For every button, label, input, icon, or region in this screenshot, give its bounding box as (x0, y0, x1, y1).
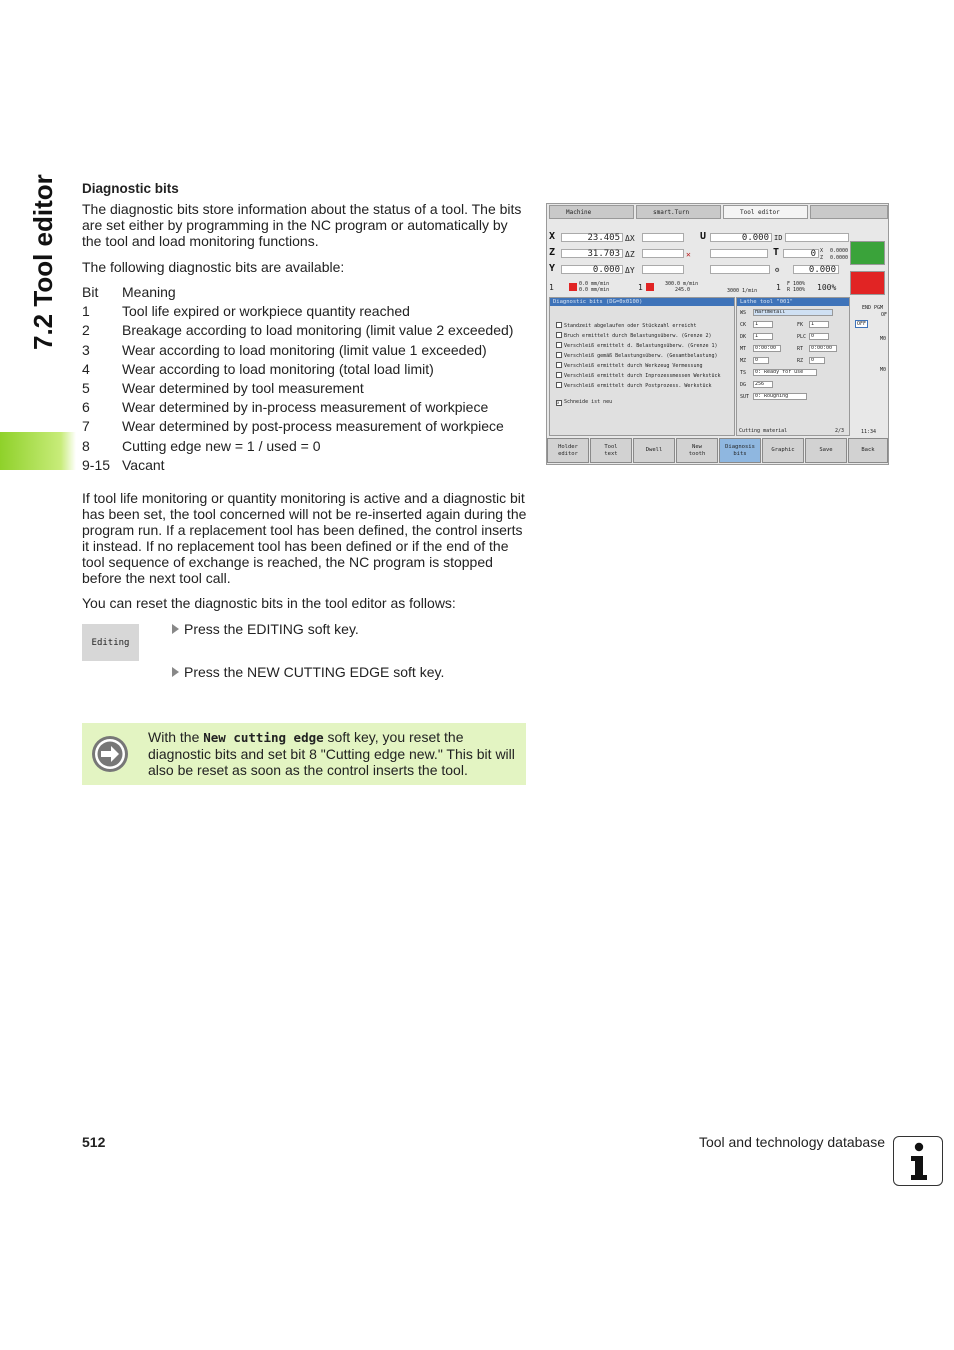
lathe-tool-panel (736, 297, 850, 436)
tab-label: smart.Turn (653, 209, 690, 216)
softkey-label: Graphic (771, 447, 795, 453)
header-bit: Bit (82, 284, 99, 300)
bit-number: 4 (82, 360, 90, 377)
r-override: R 100% (787, 287, 806, 293)
table-row (82, 342, 532, 361)
tab-label: Machine (566, 209, 592, 216)
rt-label: RT (797, 346, 804, 352)
monitoring-paragraph: If tool life monitoring or quantity monitoring is active and a diagnostic bit has been set, the tool concerned will not be re-inserted again during the program run. If a replacement tool has been defined, the control inserts it instead. If no replacement tool has been defined or if the end of the tool sequence of exchange is reached, the NC program is stopped before the next tool call. (82, 490, 527, 586)
section-heading: Diagnostic bits (82, 181, 179, 196)
softkey-label: New tooth (688, 443, 706, 457)
bit-meaning: Wear determined by tool measurement (122, 379, 364, 396)
bit-number: 8 (82, 437, 90, 454)
step-editing (172, 621, 359, 637)
bit-meaning: Wear determined by post-process measurement of workpiece (122, 418, 504, 435)
checkbox-label: Verschleiß gemäß Belastungsüberw. (Gesamtbelastung) (564, 353, 718, 359)
axis-z-value: 31.703 (561, 249, 623, 258)
stop-icon (569, 283, 577, 291)
softkey-label: Holder editor (558, 443, 578, 457)
dg-label: DG (740, 382, 747, 388)
available-paragraph: The following diagnostic bits are available: (82, 259, 345, 275)
table-row (82, 399, 532, 418)
softkey-label: Tool text (604, 443, 618, 457)
table-header (82, 284, 532, 303)
rt-input[interactable]: 0:00:00 (809, 345, 837, 352)
diagnostic-bits-panel (549, 297, 735, 436)
softkey-label: Dwell (645, 447, 663, 453)
bit-meaning: Tool life expired or workpiece quantity reached (122, 303, 410, 320)
checkbox-item[interactable] (556, 382, 712, 389)
bit-number: 5 (82, 379, 90, 396)
footer-title: Tool and technology database (698, 1134, 885, 1150)
checkbox-item[interactable] (556, 372, 721, 379)
checkbox-item[interactable] (556, 342, 718, 349)
x-small-label: X (820, 248, 824, 254)
step-text: Press the EDITING soft key. (184, 621, 359, 637)
tab-tool-editor[interactable] (723, 205, 808, 219)
delta-x-value (642, 233, 684, 242)
end-pgm-label: END PGM (862, 305, 884, 311)
note-post: soft key, you reset the diagnostic bits and set bit 8 "Cutting edge new." This bit will also be reset as soon as the control inserts the tool. (148, 729, 515, 778)
softkey-label: Diagnosis bits (725, 443, 755, 457)
bit-meaning: Wear according to load monitoring (limit value 1 exceeded) (122, 341, 487, 358)
page-indicator: 2/3 (835, 428, 845, 434)
softkey-label: Back (861, 447, 875, 453)
softkey-label: Save (819, 447, 833, 453)
off-badge: OFF (857, 321, 867, 327)
header-meaning: Meaning (122, 284, 176, 300)
bit-meaning: Breakage according to load monitoring (limit value 2 exceeded) (122, 322, 514, 339)
bit-meaning: Wear determined by in-process measurement of workpiece (122, 399, 489, 416)
status-green-icon (850, 241, 885, 265)
table-row (82, 418, 532, 437)
note-pre: With the (148, 729, 204, 745)
note-text (148, 729, 518, 778)
plc-input[interactable]: 0 (809, 333, 829, 340)
bit-meaning: Cutting edge new = 1 / used = 0 (122, 437, 321, 454)
z-small-value: 0.0000 (830, 255, 849, 261)
bit-number: 3 (82, 341, 90, 358)
spindle-2-label: 1 (638, 283, 643, 292)
table-row (82, 380, 532, 399)
holder-editor-softkey[interactable] (547, 438, 589, 463)
page-number: 512 (82, 1134, 106, 1150)
axis-x-label: X (549, 231, 556, 242)
clock: 11:34 (861, 429, 877, 435)
status-text: Cutting material (739, 428, 788, 434)
checkbox-item[interactable] (556, 322, 696, 329)
feed-2b: 245.0 (675, 287, 691, 293)
ts-label: TS (740, 370, 747, 376)
z-small-label: Z (820, 255, 824, 261)
x-small-value: 0.0000 (830, 248, 849, 254)
c-field (710, 265, 770, 274)
off-small: OF (881, 312, 888, 318)
table-row (82, 438, 532, 457)
spindle-1-label: 1 (549, 283, 554, 292)
axis-y-label: Y (549, 263, 556, 274)
bit-number: 7 (82, 418, 90, 435)
tab-label: Tool editor (740, 209, 780, 216)
delta-z-value (642, 249, 684, 258)
new-tooth-softkey[interactable] (676, 438, 718, 463)
axis-z-label: Z (549, 247, 556, 258)
checkbox-item[interactable] (556, 362, 702, 369)
dwell-softkey[interactable] (633, 438, 675, 463)
note-code: New cutting edge (203, 730, 324, 745)
table-row (82, 361, 532, 380)
arrow-right-icon (92, 736, 128, 772)
checkbox-item[interactable] (556, 332, 712, 339)
s-value: 0.000 (793, 265, 839, 274)
dg-input[interactable]: 256 (753, 381, 773, 388)
bit-number: 1 (82, 303, 90, 320)
step-arrow-icon (172, 667, 179, 677)
checkbox-label: Verschleiß ermittelt durch Postprozess. Werkstück (564, 383, 712, 389)
feed-2a: 300.0 m/min (665, 281, 699, 287)
table-row (82, 303, 532, 322)
chapter-tab-marker (0, 432, 76, 470)
rz-label: RZ (797, 358, 804, 364)
lathe-panel-title: Lathe tool "001" (737, 298, 849, 306)
step-arrow-icon (172, 624, 179, 634)
stop-icon-2 (646, 283, 654, 291)
mt-input[interactable]: 0:00:00 (753, 345, 781, 352)
dk-label: DK (740, 334, 747, 340)
bit-number: 9-15 (82, 456, 111, 473)
bit-number: 2 (82, 322, 90, 339)
u-label: U (700, 231, 707, 242)
rz-input[interactable]: 0 (809, 357, 825, 364)
id-value (785, 233, 849, 242)
save-softkey[interactable] (805, 438, 847, 463)
m-label: M0 (880, 336, 887, 342)
step-text: Press the NEW CUTTING EDGE soft key. (184, 664, 445, 680)
checkbox-item[interactable] (556, 352, 718, 359)
delta-y-value (642, 265, 684, 274)
checkbox-checked[interactable]: x Schneide ist neu (557, 399, 613, 405)
control-screenshot (546, 203, 889, 465)
u-value: 0.000 (710, 233, 772, 242)
id-label: ID (774, 234, 783, 242)
status-red-icon (850, 271, 885, 295)
ck-input[interactable]: 1 (753, 321, 773, 328)
chapter-title-text: 7.2 Tool editor (28, 174, 58, 350)
fk-input[interactable]: 1 (809, 321, 829, 328)
delta-y-label: ΔY (625, 266, 635, 275)
bit-meaning: Wear according to load monitoring (total load limit) (122, 360, 434, 377)
back-softkey[interactable] (848, 438, 888, 463)
chapter-side-title (18, 174, 68, 360)
note-box (82, 723, 526, 785)
diagnostic-bits-table (82, 284, 532, 476)
reset-paragraph: You can reset the diagnostic bits in the tool editor as follows: (82, 595, 456, 611)
ws-label: WS (740, 310, 747, 316)
f-override: F 100% (787, 281, 806, 287)
spindle-3-label: 1 (776, 283, 781, 292)
table-row (82, 457, 532, 476)
intro-paragraph: The diagnostic bits store information about the status of a tool. The bits are set either by programming in the NC program or automatically by the tool and load monitoring functions. (82, 201, 522, 249)
feed-3: 3000 1/min (727, 288, 758, 294)
sut-label: SUT (740, 394, 750, 400)
t-value: 0 (783, 249, 819, 258)
fk-label: FK (797, 322, 804, 328)
gear-icon: ⚙ (775, 266, 780, 274)
bit-number: 6 (82, 399, 90, 416)
axis-x-value: 23.405 (561, 233, 623, 242)
diagnosis-bits-softkey[interactable] (719, 438, 761, 463)
tab-machine[interactable] (549, 205, 634, 219)
ck-label: CK (740, 322, 747, 328)
step-new-cutting-edge (172, 664, 444, 680)
t-label: T (773, 247, 780, 258)
editing-softkey[interactable]: Editing (82, 624, 139, 661)
ws-select[interactable]: Hartmetall (753, 309, 833, 316)
mz-input[interactable]: 0 (753, 357, 769, 364)
checkbox-label: Verschleiß ermittelt durch Inprozessmessen Werkstück (564, 373, 721, 379)
delta-x-label: ΔX (625, 234, 635, 243)
checkbox-label: Verschleiß ermittelt durch Werkzeug Vermessung (564, 363, 703, 369)
plc-label: PLC (797, 334, 807, 340)
axis-y-value: 0.000 (561, 265, 623, 274)
diagnostic-panel-title: Diagnostic bits (DG=0x0100) (550, 298, 734, 306)
feed-1a: 0.0 mm/min (579, 281, 610, 287)
sut-select[interactable]: 0: Roughing (753, 393, 807, 400)
graphic-softkey[interactable] (762, 438, 804, 463)
ts-select[interactable]: 0: Ready for use (753, 369, 817, 376)
mt-label: MT (740, 346, 747, 352)
table-row (82, 322, 532, 341)
bit-meaning: Vacant (122, 456, 165, 473)
tab-smart-turn[interactable] (636, 205, 721, 219)
info-icon (893, 1136, 943, 1186)
checkbox-label: Standzeit abgelaufen oder Stückzahl erreicht (564, 323, 697, 329)
tool-crossed-icon: ✕ (686, 250, 691, 259)
checkbox-label: Schneide ist neu (564, 399, 613, 405)
feed-1b: 0.0 mm/min (579, 287, 610, 293)
mz-label: MZ (740, 358, 747, 364)
checkbox-label: Bruch ermittelt durch Belastungsüberw. (Grenze 2) (564, 333, 712, 339)
delta-z-label: ΔZ (625, 250, 635, 259)
speed-override: 100% (817, 283, 837, 292)
m-label-2: M0 (880, 367, 887, 373)
tab-extra[interactable] (810, 205, 888, 219)
checkbox-label: Verschleiß ermittelt d. Belastungsüberw. (Grenze 1) (564, 343, 718, 349)
tool-field (710, 249, 768, 258)
tool-text-softkey[interactable] (590, 438, 632, 463)
dk-input[interactable]: 1 (753, 333, 773, 340)
